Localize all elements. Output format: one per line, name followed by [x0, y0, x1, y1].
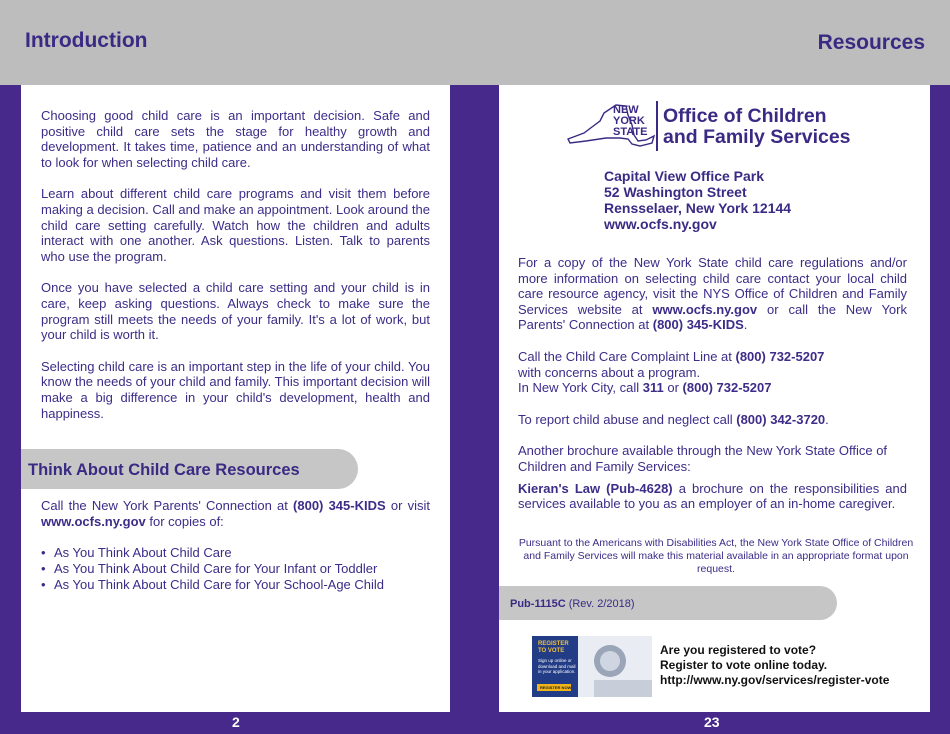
kierans-law-paragraph: Kieran's Law (Pub-4628) a brochure on the responsibilities and services available to you as an employer of an in-home caregiver.: [518, 480, 907, 512]
register-to-vote-image: [532, 636, 652, 697]
intro-paragraph-1: Choosing good child care is an important decision. Safe and positive child care sets the stage for healthy growth and development. It takes time, patience and an understanding of what to look for when selecting child care.: [41, 108, 430, 170]
address-website-link[interactable]: www.ocfs.ny.gov: [604, 216, 717, 232]
section-heading: Think About Child Care Resources: [28, 461, 300, 479]
complaint-line-phone: (800) 732-5207: [735, 348, 825, 364]
resources-intro: [41, 498, 430, 529]
vote-question: Are you registered to vote?: [660, 643, 817, 657]
intro-text: [41, 108, 430, 437]
address-line: Rensselaer, New York 12144: [604, 200, 792, 216]
nyc-311: 311: [642, 380, 664, 396]
office-address: [604, 168, 791, 232]
ocfs-logo-text: Office of Children and Family Services: [663, 105, 851, 148]
logo-divider: [656, 101, 658, 151]
intro-paragraph-4: Selecting child care is an important step in the life of your child. You know the needs of your child and family. This important decision will make a big difference in your child's development, health and happiness.: [41, 358, 430, 421]
section-heading-pill: [21, 449, 358, 489]
parents-connection-phone: (800) 345-KIDS: [293, 498, 386, 513]
brochure-list: [41, 545, 384, 592]
abuse-hotline-phone: (800) 342-3720: [736, 411, 826, 427]
voter-registration-text: [660, 643, 889, 688]
ocfs-website-link[interactable]: www.ocfs.ny.gov: [41, 513, 146, 529]
ada-notice: Pursuant to the Americans with Disabilities Act, the New York State Office of Children and Family Services will make this material available in an appropriate format upon request.: [518, 537, 914, 576]
register-vote-link[interactable]: http://www.ny.gov/services/register-vote: [660, 673, 890, 687]
resources-title: Resources: [817, 31, 925, 54]
register-image-text: Sign up online or download and mail in your application.: [538, 658, 576, 674]
page-number-left: 2: [232, 714, 240, 730]
list-item: • As You Think About Child Care for Your Infant or Toddler: [41, 561, 384, 577]
intro-paragraph-2: Learn about different child care programs and visit them before making a decision. Call and make an appointment. Look around the child care setting carefully. Watch how the children and adults interact with one another. Ask questions. Listen. Talk to parents who use the program.: [41, 186, 430, 264]
ocfs-website-link[interactable]: www.ocfs.ny.gov: [652, 301, 758, 317]
list-item: • As You Think About Child Care: [41, 545, 384, 561]
intro-paragraph-3: Once you have selected a child care setting and your child is in care, keep asking questions. Always check to make sure the program still meets the needs of your family. It's a lot of work, but your child is worth it.: [41, 280, 430, 343]
regulations-paragraph: For a copy of the New York State child care regulations and/or more information on selecting child care contact your local child care resource agency, visit the NYS Office of Children and Family Services website at www.ocfs.ny.gov or call the New York Parents' Connection at (800) 345-KIDS.: [518, 255, 907, 333]
resources-text: [518, 255, 907, 528]
brochure-intro: Another brochure available through the New York State Office of Children and Family Services:: [518, 443, 888, 474]
list-item: • As You Think About Child Care for Your School-Age Child: [41, 577, 384, 593]
address-line: Capital View Office Park: [604, 168, 765, 184]
abuse-paragraph: To report child abuse and neglect call (800) 342-3720.: [518, 411, 829, 427]
publication-pill: [499, 586, 837, 620]
publication-id: Pub-1115C (Rev. 2/2018): [510, 598, 635, 610]
register-image-heading: REGISTER TO VOTE: [538, 641, 569, 654]
parents-connection-phone: (800) 345-KIDS: [652, 317, 744, 333]
register-now-button[interactable]: REGISTER NOW: [540, 685, 572, 690]
complaint-line-phone-2: (800) 732-5207: [682, 380, 772, 396]
resources-intro-text-2: or visit: [385, 498, 430, 513]
resources-intro-text: Call the New York Parents' Connection at: [41, 498, 294, 513]
kierans-law-title: Kieran's Law (Pub-4628): [518, 480, 673, 496]
complaint-paragraph: Call the Child Care Complaint Line at (800) 732-5207 with concerns about a program. In New York City, call 311 or (800) 732-5207: [518, 348, 825, 396]
new-york-state-wordmark: NEW YORK STATE: [613, 104, 648, 138]
vote-callout: Register to vote online today.: [660, 658, 828, 672]
page-number-right: 23: [704, 714, 720, 730]
introduction-title: Introduction: [25, 29, 148, 52]
resources-intro-text-3: for copies of:: [145, 513, 224, 529]
address-line: 52 Washington Street: [604, 184, 747, 200]
